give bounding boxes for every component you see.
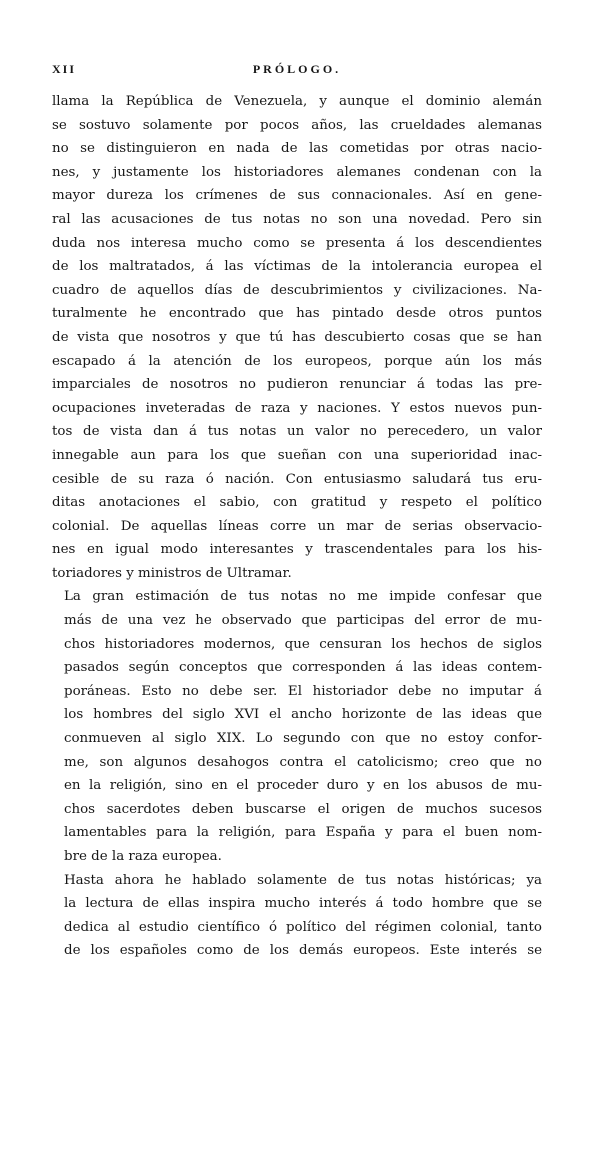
text-line: La gran estimación de tus notas no me impide confesar que: [64, 589, 542, 605]
text-line: chos sacerdotes deben buscarse el origen de muchos sucesos: [64, 801, 542, 817]
text-line: nes en igual modo interesantes y trascendentales para los his-: [52, 542, 542, 558]
text-line: más de una vez he observado que participas del error de mu-: [64, 613, 542, 629]
text-line: cesible de su raza ó nación. Con entusiasmo saludará tus eru-: [52, 471, 542, 487]
text-line: los hombres del siglo XVI el ancho horizonte de las ideas que: [64, 707, 542, 723]
text-line: me, son algunos desahogos contra el catolicismo; creo que no: [64, 754, 542, 770]
text-line: chos historiadores modernos, que censuran los hechos de siglos: [64, 636, 542, 652]
paragraph-1: [52, 90, 542, 585]
page-number: XII: [52, 62, 77, 76]
text-line: la lectura de ellas inspira mucho interés á todo hombre que se: [64, 896, 542, 912]
text-line: de vista que nosotros y que tú has descubierto cosas que se han: [52, 329, 542, 345]
text-line: turalmente he encontrado que has pintado desde otros puntos: [52, 306, 542, 322]
text-line: conmueven al siglo XIX. Lo segundo con que no estoy confor-: [64, 731, 542, 747]
text-line: toriadores y ministros de Ultramar.: [52, 565, 292, 581]
running-title: PRÓLOGO.: [252, 62, 342, 76]
text-line: dedica al estudio científico ó político del régimen colonial, tanto: [64, 919, 542, 935]
text-line: Hasta ahora he hablado solamente de tus notas históricas; ya: [64, 872, 542, 888]
text-line: pasados según conceptos que corresponden á las ideas contem-: [64, 660, 542, 676]
text-line: no se distinguieron en nada de las cometidas por otras nacio-: [52, 141, 542, 157]
body-text: [52, 90, 542, 963]
text-line: ocupaciones inveteradas de raza y naciones. Y estos nuevos pun-: [52, 400, 542, 416]
text-line: poráneas. Esto no debe ser. El historiador debe no imputar á: [64, 683, 542, 699]
text-line: llama la República de Venezuela, y aunque el dominio alemán: [52, 94, 542, 109]
text-line: colonial. De aquellas líneas corre un mar de serias observacio-: [52, 518, 542, 534]
text-line: de los españoles como de los demás europeos. Este interés se: [64, 943, 542, 959]
text-line: en la religión, sino en el proceder duro y en los abusos de mu-: [64, 778, 542, 794]
text-line: imparciales de nosotros no pudieron renunciar á todas las pre-: [52, 377, 542, 393]
book-page: [52, 56, 542, 963]
text-line: tos de vista dan á tus notas un valor no perecedero, un valor: [52, 424, 542, 440]
text-line: duda nos interesa mucho como se presenta á los descendientes: [52, 235, 542, 251]
text-line: escapado á la atención de los europeos, porque aún los más: [52, 353, 542, 369]
text-line: lamentables para la religión, para España y para el buen nom-: [64, 825, 542, 841]
text-line: cuadro de aquellos días de descubrimientos y civilizaciones. Na-: [52, 282, 542, 298]
paragraph-2: [52, 585, 542, 868]
paragraph-3: [52, 869, 542, 963]
running-head: [52, 56, 542, 78]
text-line: de los maltratados, á las víctimas de la intolerancia europea el: [52, 259, 542, 275]
text-line: se sostuvo solamente por pocos años, las crueldades alemanas: [52, 117, 542, 133]
text-line: nes, y justamente los historiadores alemanes condenan con la: [52, 164, 542, 180]
text-line: ditas anotaciones el sabio, con gratitud y respeto el político: [52, 495, 542, 511]
text-line: mayor dureza los crímenes de sus connacionales. Así en gene-: [52, 188, 542, 204]
text-line: ral las acusaciones de tus notas no son una novedad. Pero sin: [52, 211, 542, 227]
text-line: bre de la raza europea.: [64, 849, 222, 864]
text-line: innegable aun para los que sueñan con una superioridad inac-: [52, 447, 542, 463]
